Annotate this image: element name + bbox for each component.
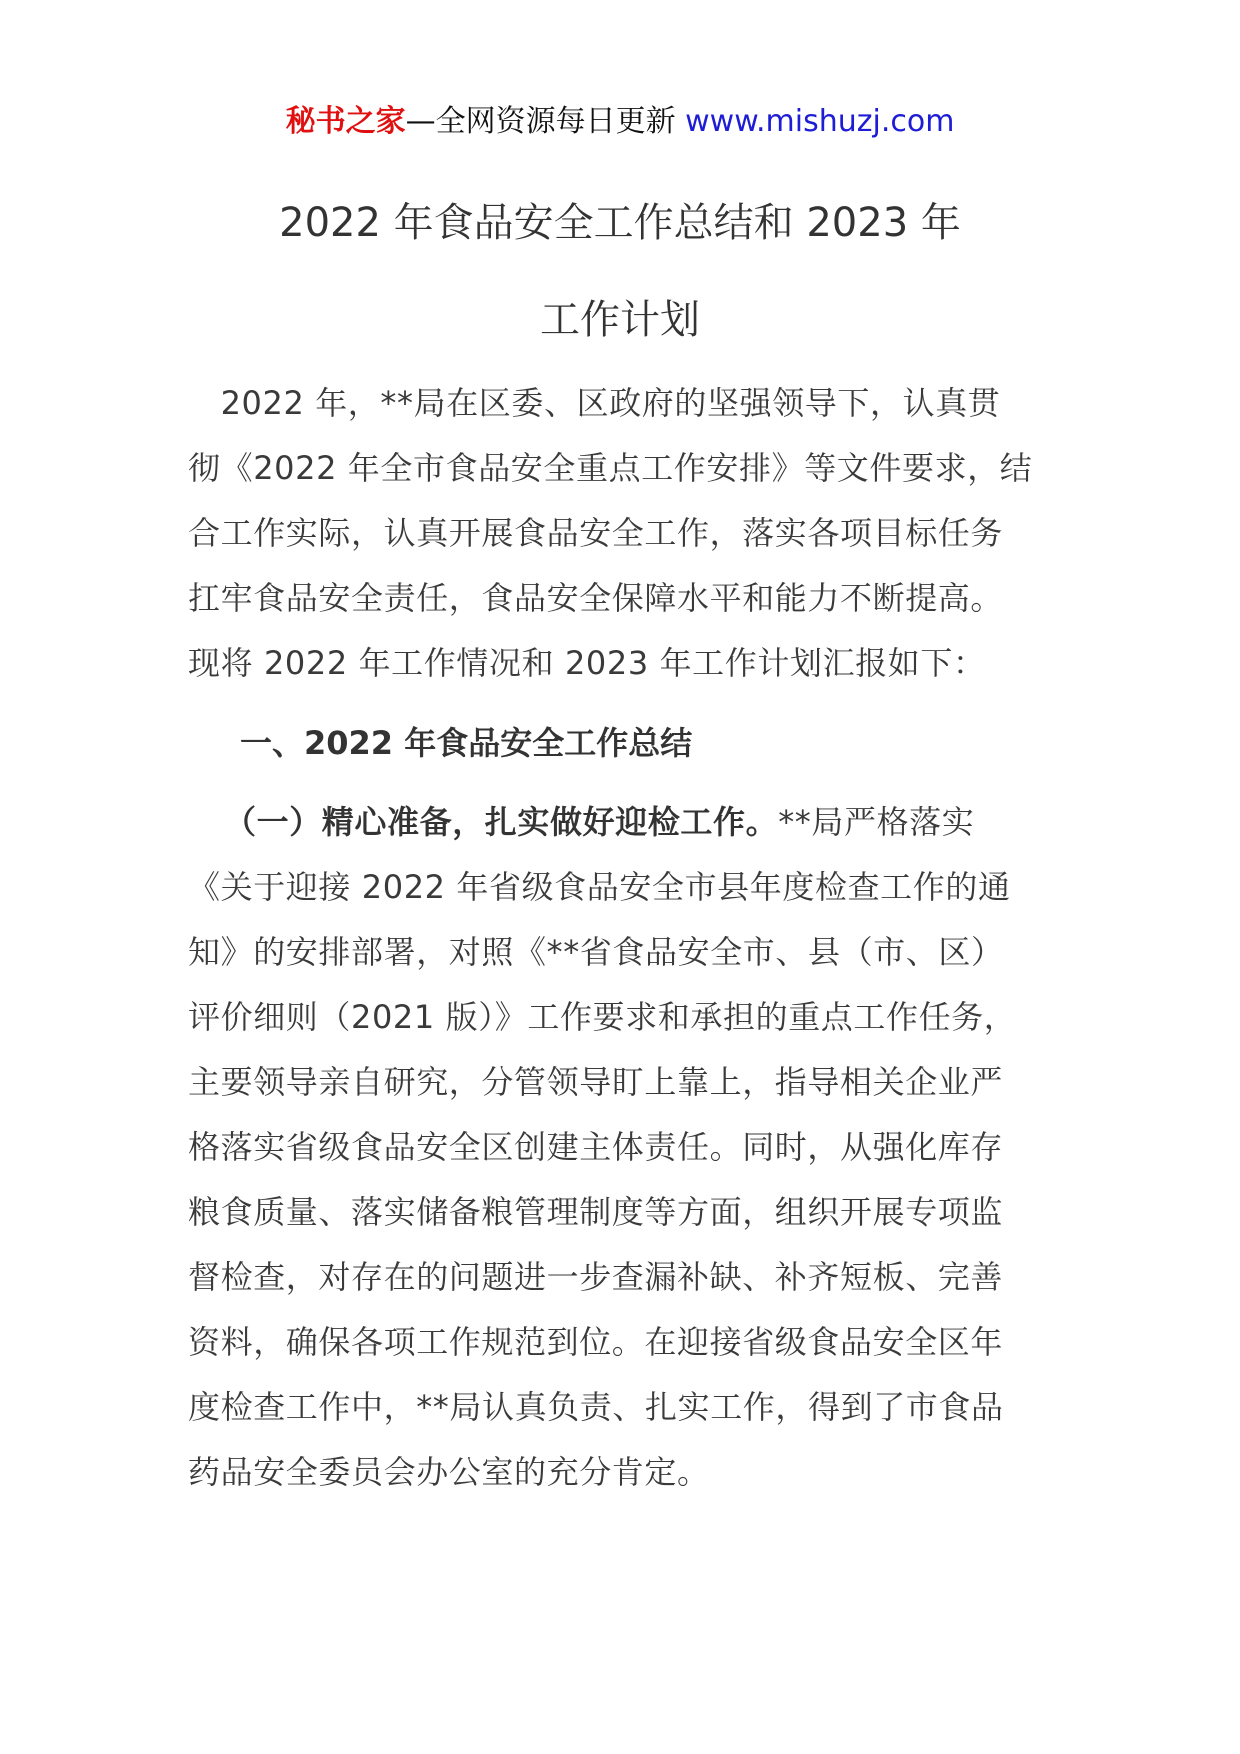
banner-tagline: —全网资源每日更新 — [405, 104, 686, 139]
paragraph-line: 合工作实际，认真开展食品安全工作，落实各项目标任务 — [188, 514, 1004, 552]
site-url-link[interactable]: www.mishuzj.com — [685, 104, 955, 139]
site-banner — [0, 100, 1240, 144]
paragraph-line: 彻《2022 年全市食品安全重点工作安排》等文件要求，结 — [188, 449, 1033, 487]
document-title-line-2: 工作计划 — [540, 297, 700, 343]
paragraph-line: 药品安全委员会办公室的充分肯定。 — [188, 1453, 710, 1491]
paragraph-line: 扛牢食品安全责任，食品安全保障水平和能力不断提高。 — [188, 579, 1004, 617]
paragraph-text: **局严格落实 — [778, 803, 975, 841]
paragraph-line: 度检查工作中，**局认真负责、扎实工作，得到了市食品 — [188, 1388, 1004, 1426]
paragraph-line: 格落实省级食品安全区创建主体责任。同时，从强化库存 — [188, 1128, 1004, 1166]
paragraph-line: 主要领导亲自研究，分管领导盯上靠上，指导相关企业严 — [188, 1063, 1004, 1101]
section-heading: 一、2022 年食品安全工作总结 — [240, 724, 693, 762]
paragraph-line: 资料，确保各项工作规范到位。在迎接省级食品安全区年 — [188, 1323, 1004, 1361]
paragraph-line: 《关于迎接 2022 年省级食品安全市县年度检查工作的通 — [188, 868, 1011, 906]
paragraph-line: 现将 2022 年工作情况和 2023 年工作计划汇报如下： — [188, 644, 986, 682]
paragraph-line: 知》的安排部署，对照《**省食品安全市、县（市、区） — [188, 933, 1004, 971]
paragraph-line: 督检查，对存在的问题进一步查漏补缺、补齐短板、完善 — [188, 1258, 1004, 1296]
paragraph-line: 2022 年，**局在区委、区政府的坚强领导下，认真贯 — [188, 384, 1001, 422]
section-1-paragraph — [188, 790, 1068, 1505]
paragraph-first-line — [188, 790, 1068, 855]
document-title-line-1: 2022 年食品安全工作总结和 2023 年 — [279, 200, 961, 246]
subheading: （一）精心准备，扎实做好迎检工作。 — [224, 803, 779, 841]
paragraph-line: 评价细则（2021 版）》工作要求和承担的重点工作任务， — [188, 998, 1017, 1036]
intro-paragraph — [188, 371, 1068, 696]
brand-name: 秘书之家 — [285, 104, 406, 139]
paragraph-line: 粮食质量、落实储备粮管理制度等方面，组织开展专项监 — [188, 1193, 1004, 1231]
